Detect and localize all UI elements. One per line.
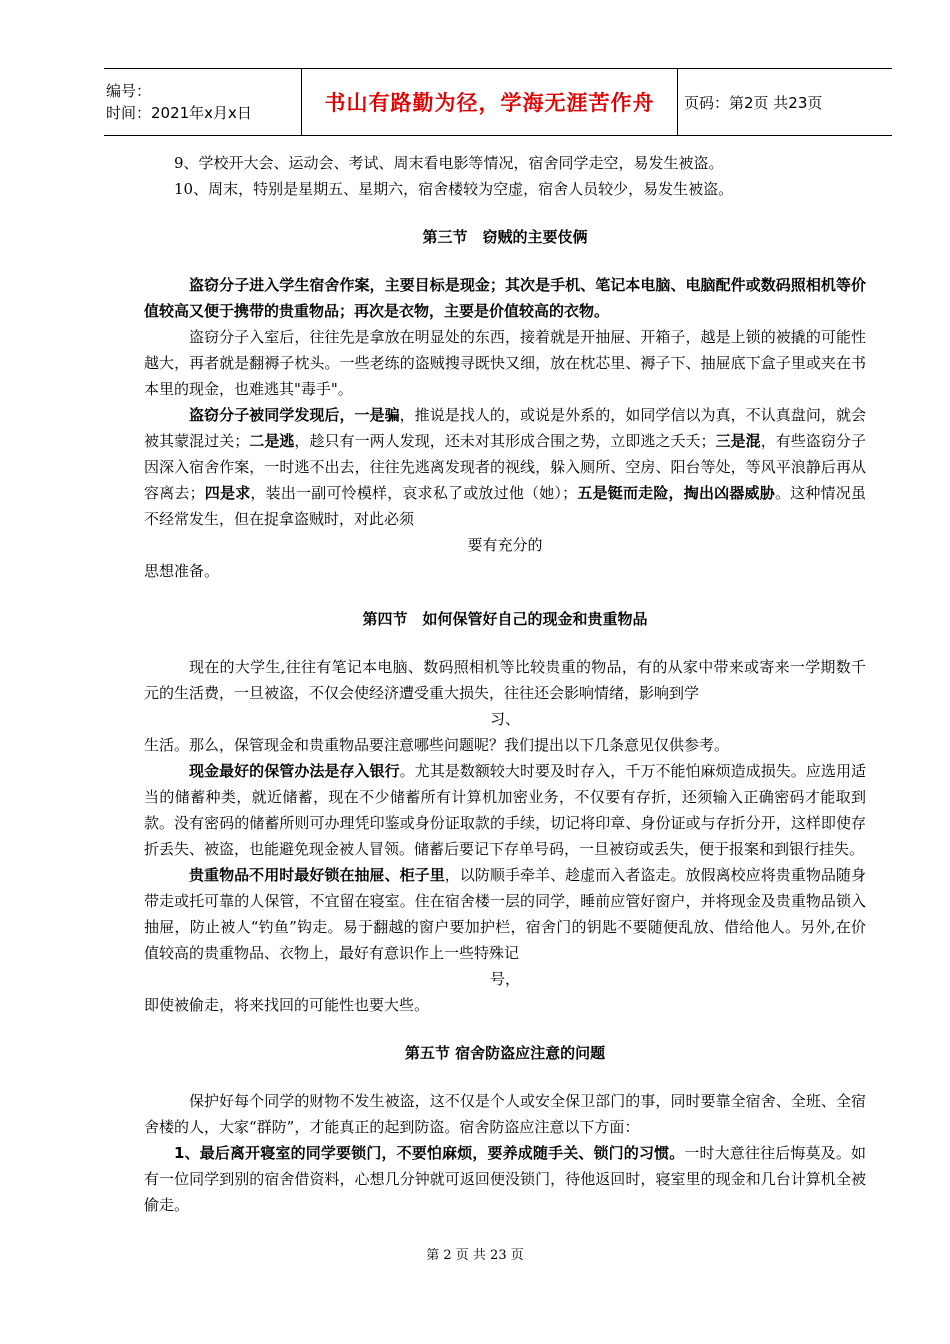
header-meta <box>104 69 302 135</box>
item-10: 10、周末，特别是星期五、星期六，宿舍楼较为空虚，宿舍人员较少，易发生被盗。 <box>174 180 734 198</box>
section-4-para-1-end: 生活。那么，保管现金和贵重物品要注意哪些问题呢？我们提出以下几条意见仅供参考。 <box>144 736 730 754</box>
section-3-para-3-cont: 要有充分的 <box>467 536 543 554</box>
section-3-para-1: 盗窃分子进入学生宿舍作案，主要目标是现金；其次是手机、笔记本电脑、电脑配件或数码照相机等价值较高又便于携带的贵重物品；再次是衣物，主要是价值较高的衣物。 <box>144 276 866 320</box>
section-5-title: 第五节 宿舍防盗应注意的问题 <box>404 1044 606 1062</box>
text-1: ，推说是找人的，或说是外系的，如同学信以为真，不认真盘问，就会被其蒙混过关； <box>144 406 866 450</box>
header-slogan-cell <box>302 69 678 135</box>
emph-7: 贵重物品不用时最好锁在抽屉、柜子里 <box>189 866 445 884</box>
emph-4: 四是求 <box>204 484 251 502</box>
section-4-para-2 <box>144 758 866 862</box>
page-footer: 第 2 页 共 23 页 <box>426 1248 524 1263</box>
emph-3: 三是混 <box>715 432 761 450</box>
section-5-para-1: 保护好每个同学的财物不发生被盗，这不仅是个人或安全保卫部门的事，同时要靠全宿舍、全班、全宿舍楼的人，大家“群防”，才能真正的起到防盗。宿舍防盗应注意以下方面： <box>144 1092 866 1136</box>
text-6: 。尤其是数额较大时要及时存入，千万不能怕麻烦造成损失。应选用适当的储蓄种类，就近储蓄，现在不少储蓄所有计算机加密业务，不仅要有存折，还须输入正确密码才能取到款。没有密码的储蓄所则可办理凭印鉴或身份证取款的手续，切记将印章、身份证或与存折分开，这样即使存折丢失、被盗，也能避免现金被人冒领。储蓄后要记下存单号码，一旦被窃或丢失，便于报案和到银行挂失。 <box>144 762 866 858</box>
section-4-para-3 <box>144 862 866 966</box>
section-3-para-3 <box>144 402 866 532</box>
section-4-title: 第四节 如何保管好自己的现金和贵重物品 <box>362 610 648 628</box>
section-4-para-3-cont: 号， <box>489 970 520 988</box>
emph-1: 盗窃分子被同学发现后，一是骗 <box>189 406 400 424</box>
text-8: 一时大意往往后悔莫及。如有一位同学到别的宿舍借资料，心想几分钟就可返回便没锁门，待他返回时，寝室里的现金和几台计算机全被偷走。 <box>144 1144 866 1214</box>
time-label: 时间：2021年x月x日 <box>106 104 252 122</box>
section-4-para-3-end: 即使被偷走，将来找回的可能性也要大些。 <box>144 996 430 1014</box>
section-3-title: 第三节 窃贼的主要伎俩 <box>422 228 588 246</box>
page-header <box>104 68 892 136</box>
section-4-para-1: 现在的大学生,往往有笔记本电脑、数码照相机等比较贵重的物品，有的从家中带来或寄来一学期数千元的生活费，一旦被盗，不仅会使经济遭受重大损失，往往还会影响情绪，影响到学 <box>144 658 866 702</box>
page-label: 页码：第2页 共23页 <box>684 93 823 112</box>
item-9: 9、学校开大会、运动会、考试、周末看电影等情况，宿舍同学走空，易发生被盗。 <box>174 154 724 172</box>
slogan: 书山有路勤为径，学海无涯苦作舟 <box>324 91 655 115</box>
number-label: 编号： <box>106 82 152 100</box>
text-2: ，趁只有一两人发现，还未对其形成合围之势，立即逃之夭夭； <box>294 432 716 450</box>
emph-2: 二是逃 <box>249 432 295 450</box>
section-4-para-1-cont: 习、 <box>489 710 520 728</box>
text-5: 。这种情况虽不经常发生，但在捉拿盗贼时，对此必须 <box>144 484 866 528</box>
emph-5: 五是铤而走险，掏出凶器威胁 <box>577 484 775 502</box>
text-4: ，装出一副可怜模样，哀求私了或放过他（她）； <box>250 484 578 502</box>
emph-6: 现金最好的保管办法是存入银行 <box>189 762 400 780</box>
text-7: ，以防顺手牵羊、趁虚而入者盗走。放假离校应将贵重物品随身带走或托可靠的人保管，不宜留在寝室。住在宿舍楼一层的同学，睡前应管好窗户，并将现金及贵重物品锁入抽屉，防止被人“钓鱼”钩走。易于翻越的窗户要加护栏，宿舍门的钥匙不要随便乱放、借给他人。另外,在价值较高的贵重物品、衣物上，最好有意识作上一些特殊记 <box>144 866 866 962</box>
document-body <box>144 150 866 1218</box>
emph-8: 1、最后离开寝室的同学要锁门，不要怕麻烦，要养成随手关、锁门的习惯。 <box>174 1144 685 1162</box>
text-3: ，有些盗窃分子因深入宿舍作案，一时逃不出去，往往先逃离发现者的视线，躲入厕所、空房、阳台等处，等风平浪静后再从容离去； <box>144 432 866 502</box>
section-5-para-2 <box>144 1140 866 1218</box>
header-page-cell <box>678 69 892 135</box>
section-3-para-2: 盗窃分子入室后，往往先是拿放在明显处的东西，接着就是开抽屉、开箱子，越是上锁的被撬的可能性越大，再者就是翻褥子枕头。一些老练的盗贼搜寻既快又细，放在枕芯里、褥子下、抽屉底下盒子里或夹在书本里的现金，也难逃其"毒手"。 <box>144 328 866 398</box>
section-3-para-3-end: 思想准备。 <box>144 562 220 580</box>
